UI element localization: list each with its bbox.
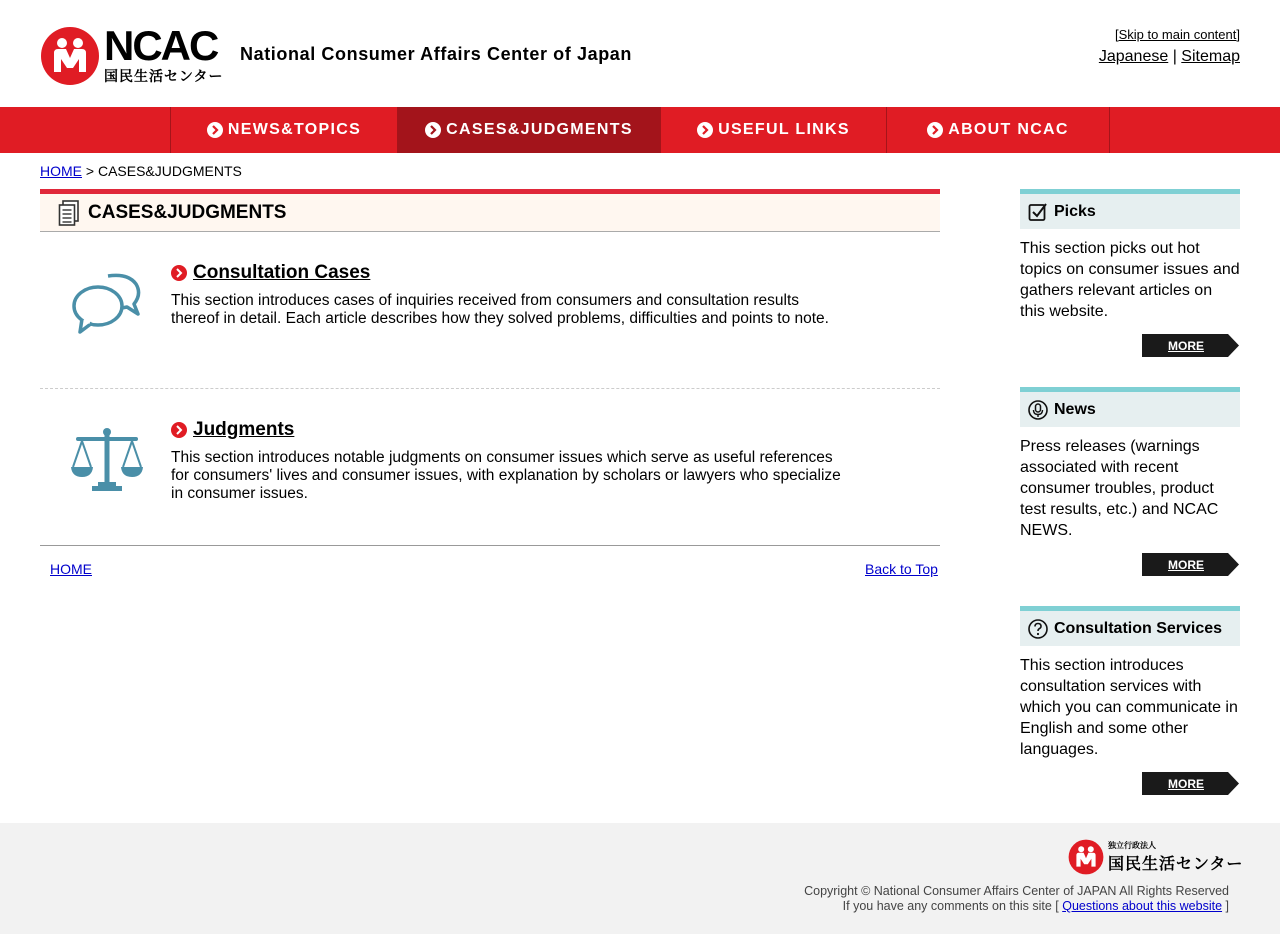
sidebar-box-header [1020,606,1240,646]
nav-about-ncac[interactable] [887,107,1109,153]
checkbox-icon [1028,202,1048,222]
entry-judgments [40,419,940,539]
entry-divider [40,388,940,389]
speech-bubbles-icon [70,270,144,340]
sidebar-picks [1020,189,1240,359]
scales-icon [70,425,144,495]
sidebar-box-description: This section picks out hot topics on consumer issues and gathers relevant articles on this website. [1020,240,1240,320]
sidebar-box-title: News [1054,400,1096,418]
entry-title [171,419,294,441]
footer-logo-small: 独立行政法人 [1108,841,1156,850]
site-name: National Consumer Affairs Center of Japan [240,44,632,64]
more-button-wrap [1142,334,1240,357]
chevron-right-icon [927,122,943,138]
judgments-link[interactable]: Judgments [193,419,295,440]
comment-prefix: If you have any comments on this site [ [842,899,1063,913]
chevron-right-icon [171,265,187,281]
sidebar-box-header [1020,189,1240,229]
nav-cases-judgments[interactable] [398,107,661,153]
microphone-icon [1028,400,1048,420]
back-to-top-link[interactable]: Back to Top [865,561,938,577]
breadcrumb [40,163,242,179]
header-links [1099,48,1240,66]
footer-logo [1068,839,1243,875]
nav-label: NEWS&TOPICS [227,121,362,138]
header-link-sep: | [1168,48,1182,65]
chevron-right-icon [697,122,713,138]
document-icon [58,200,80,226]
nav-label: USEFUL LINKS [718,121,850,138]
japanese-link[interactable]: Japanese [1098,48,1169,65]
questions-about-website-link[interactable]: Questions about this website [1062,899,1223,913]
ncac-logo[interactable] [40,22,224,86]
more-button-wrap [1142,553,1240,576]
breadcrumb-home-link[interactable]: HOME [40,163,82,179]
sitemap-link[interactable]: Sitemap [1181,48,1240,65]
page-heading [40,189,940,232]
sidebar-news [1020,387,1240,577]
sidebar-box-title: Consultation Services [1054,619,1223,637]
breadcrumb-current: CASES&JUDGMENTS [97,163,242,179]
skip-to-main-link[interactable]: Skip to main content [1118,27,1237,42]
sidebar-consultation-services [1020,606,1240,796]
picks-more-button[interactable]: MORE [1168,338,1204,353]
entry-description: This section introduces notable judgments on consumer issues which serve as useful references for consumers' lives and consumer issues, with explanation by scholars or lawyers who specialize in consumer issues. [171,449,841,502]
more-button-wrap [1142,772,1240,795]
question-icon [1028,619,1048,639]
ncac-logo-mark-icon [1068,839,1104,875]
content-footer-divider [40,545,940,546]
site-header [0,0,1280,107]
breadcrumb-sep: > [82,163,98,179]
chevron-right-icon [207,122,223,138]
site-footer [0,823,1280,934]
consultation-cases-link[interactable]: Consultation Cases [193,262,371,283]
sidebar-box-header [1020,387,1240,427]
sidebar-box-description: This section introduces consultation services with which you can communicate in English and some other languages. [1020,657,1238,758]
sidebar-box-title: Picks [1054,202,1096,220]
comment-suffix: ] [1222,899,1229,913]
bottom-home-link[interactable]: HOME [50,561,92,577]
skip-link-wrap [1115,27,1240,42]
skip-close: ] [1236,27,1240,42]
ncac-logo-mark-icon [40,26,100,86]
footer-copyright [804,884,1229,914]
chevron-right-icon [425,122,441,138]
chevron-right-icon [171,422,187,438]
main-nav [0,107,1280,153]
copyright-text: Copyright © National Consumer Affairs Center of JAPAN All Rights Reserved [804,884,1229,898]
skip-open: [ [1114,27,1119,42]
logo-jp-text: 国民生活センター [104,68,224,84]
page-title: CASES&JUDGMENTS [88,201,287,223]
entry-title [171,262,370,284]
nav-label: ABOUT NCAC [948,121,1069,138]
nav-useful-links[interactable] [661,107,887,153]
nav-label: CASES&JUDGMENTS [446,121,633,138]
entry-description: This section introduces cases of inquiries received from consumers and consultation results thereof in detail. Each article describes how they solved problems, difficulties and points to note. [171,292,829,327]
sidebar-box-description: Press releases (warnings associated with recent consumer troubles, product test results, etc.) and NCAC NEWS. [1020,438,1219,539]
footer-logo-big: 国民生活センター [1108,856,1244,873]
logo-ncac-text: NCAC [104,22,218,69]
consultation-services-more-button[interactable]: MORE [1168,776,1204,791]
nav-news-topics[interactable] [171,107,398,153]
comment-line [804,899,1229,914]
entry-consultation-cases [40,262,940,382]
news-more-button[interactable]: MORE [1168,557,1204,572]
